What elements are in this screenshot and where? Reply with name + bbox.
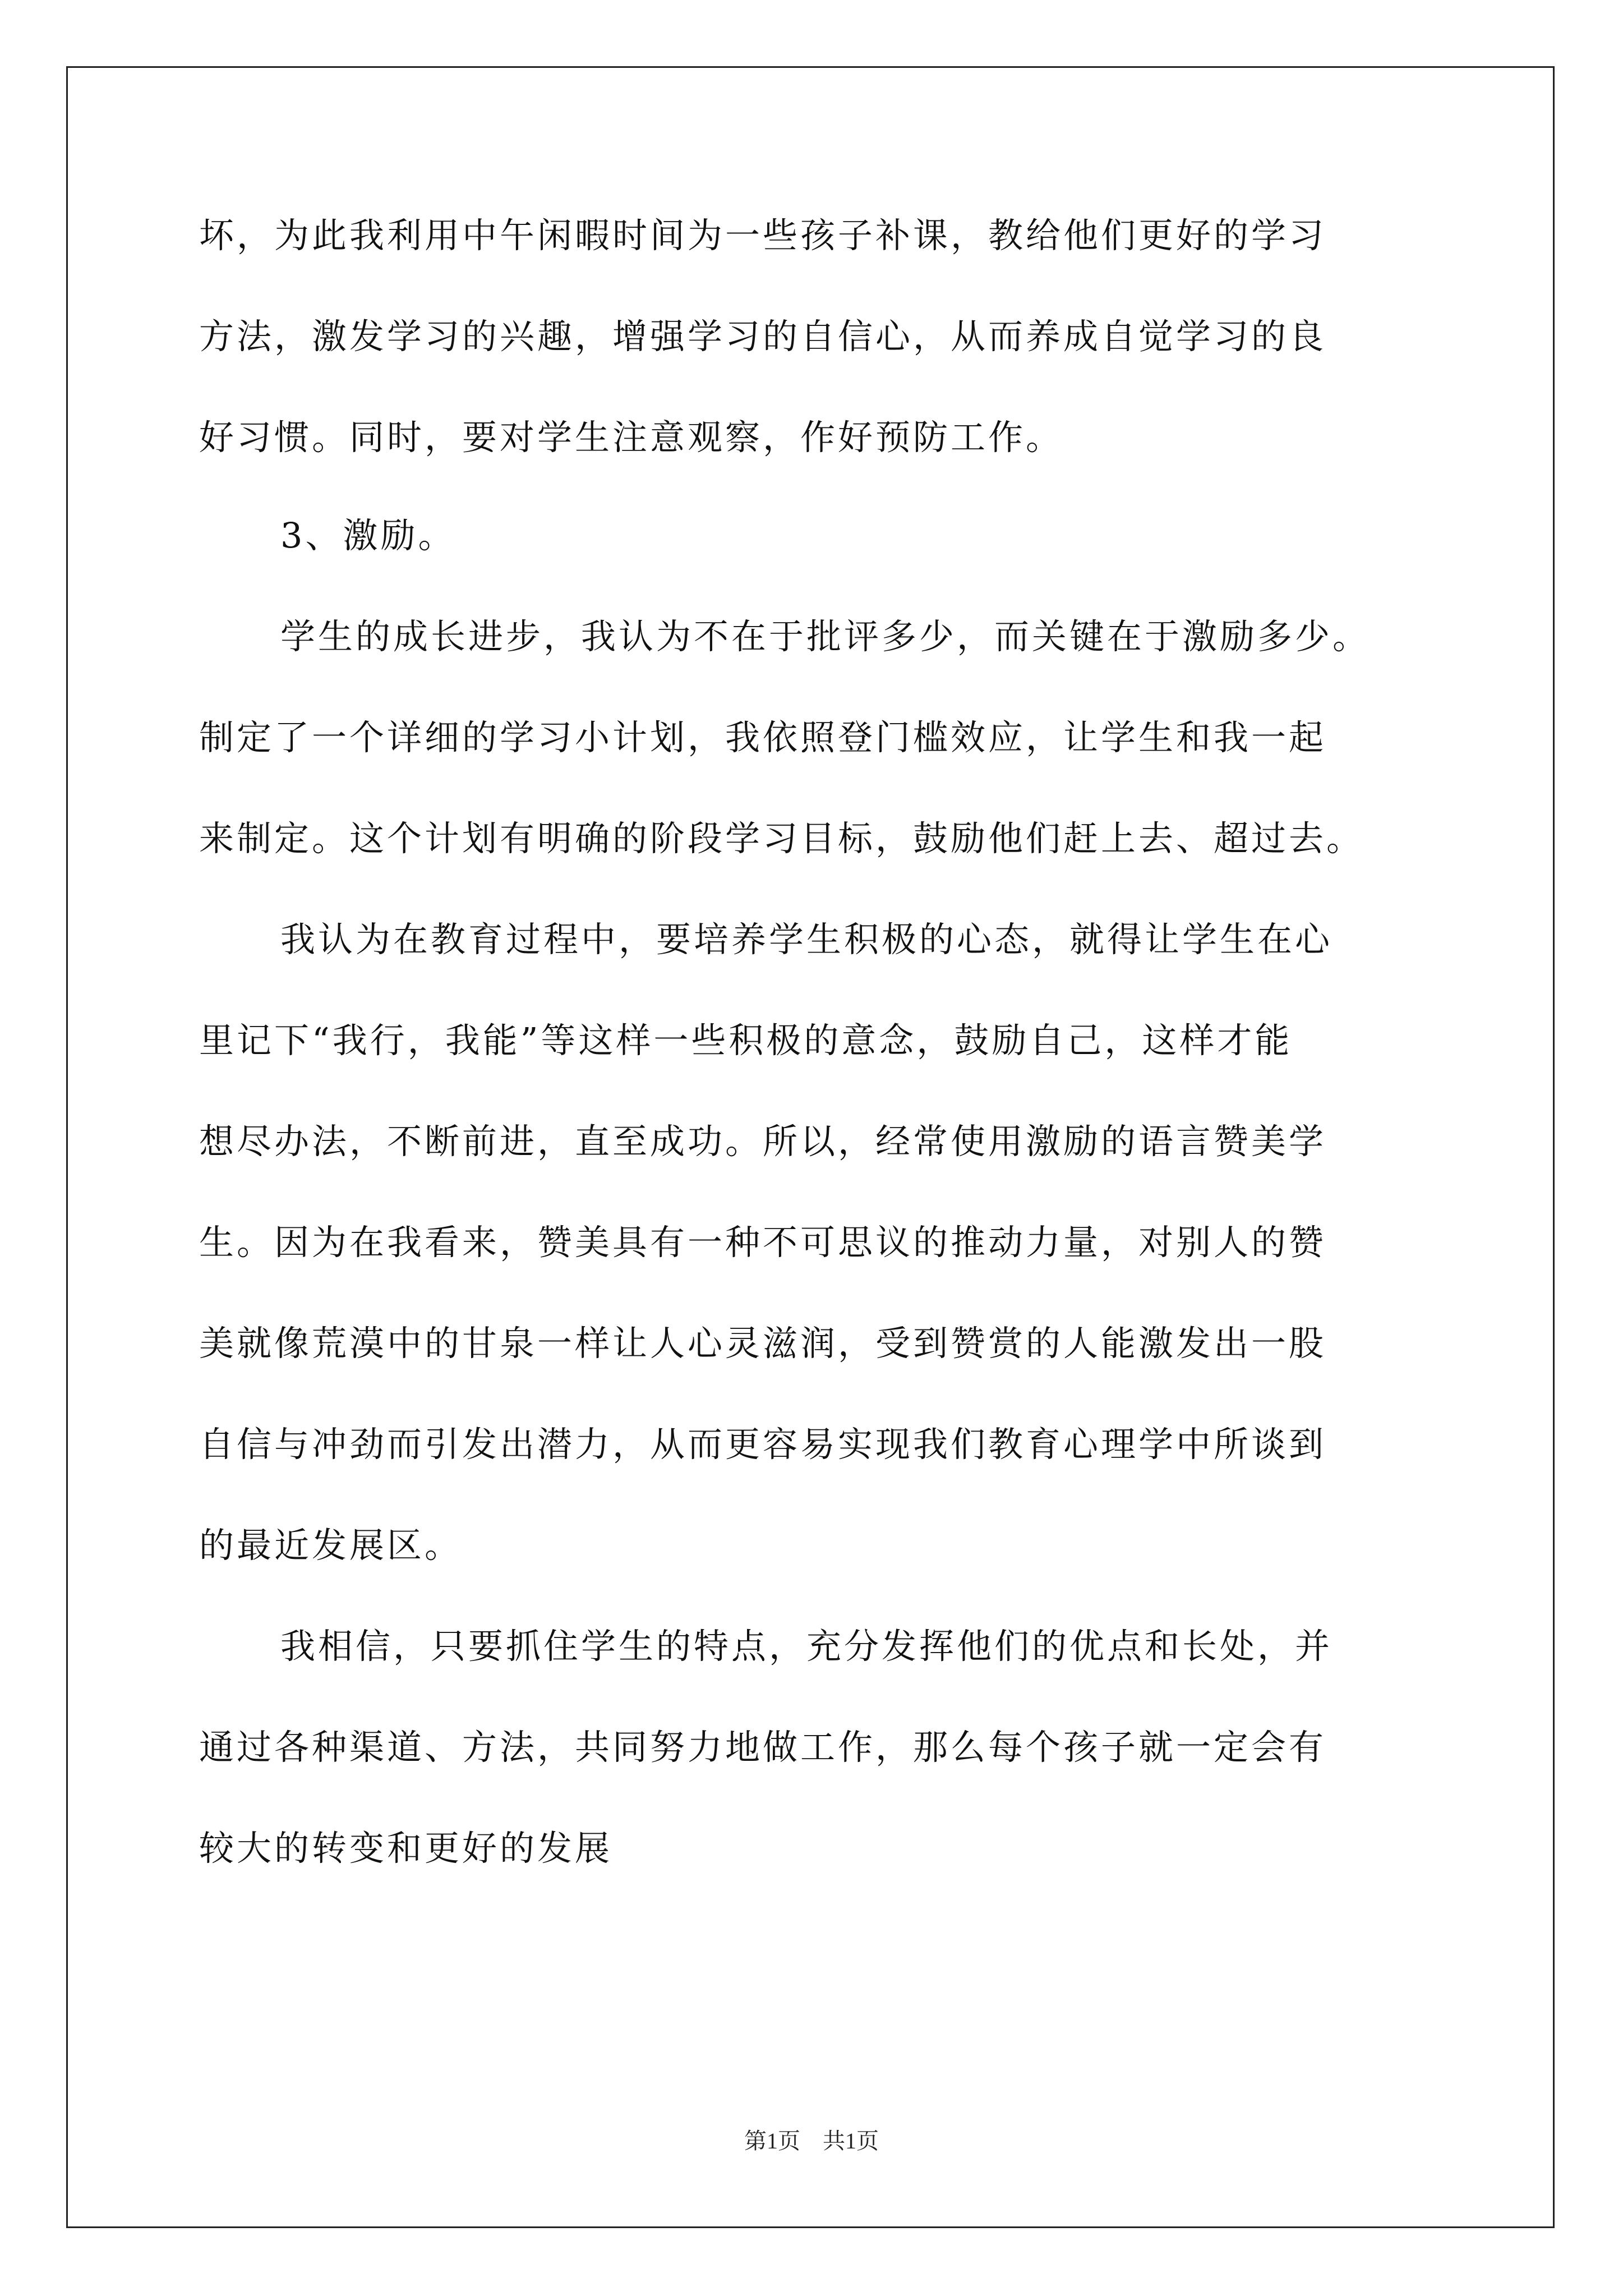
page-number: 第1页 共1页 [744,2128,879,2154]
text-line: 学生的成长进步，我认为不在于批评多少，而关键在于激励多少。 [280,616,1371,657]
text-line: 通过各种渠道、方法，共同努力地做工作，那么每个孩子就一定会有 [199,1727,1327,1768]
text-line: 自信与冲劲而引发出潜力，从而更容易实现我们教育心理学中所谈到 [199,1424,1327,1465]
text-line: 我认为在教育过程中，要培养学生积极的心态，就得让学生在心 [280,919,1333,960]
text-line: 生。因为在我看来，赞美具有一种不可思议的推动力量，对别人的赞 [199,1222,1327,1263]
text-line: 想尽办法，不断前进，直至成功。所以，经常使用激励的语言赞美学 [199,1121,1327,1162]
text-line: 较大的转变和更好的发展 [199,1828,613,1869]
text-line: 好习惯。同时，要对学生注意观察，作好预防工作。 [199,417,1064,458]
text-line: 我相信，只要抓住学生的特点，充分发挥他们的优点和长处，并 [280,1626,1333,1667]
text-line: 坏，为此我利用中午闲暇时间为一些孩子补课，教给他们更好的学习 [199,215,1327,256]
text-line: 来制定。这个计划有明确的阶段学习目标，鼓励他们赶上去、超过去。 [199,818,1364,859]
text-line: 方法，激发学习的兴趣，增强学习的自信心，从而养成自觉学习的良 [199,316,1327,357]
text-line: 里记下“我行，我能”等这样一些积极的意念，鼓励自己，这样才能 [199,1020,1293,1061]
text-line: 制定了一个详细的学习小计划，我依照登门槛效应，让学生和我一起 [199,717,1327,758]
text-line: 的最近发展区。 [199,1525,463,1566]
text-line: 美就像荒漠中的甘泉一样让人心灵滋润，受到赞赏的人能激发出一股 [199,1323,1327,1364]
section-heading: 3、激励。 [280,515,456,556]
